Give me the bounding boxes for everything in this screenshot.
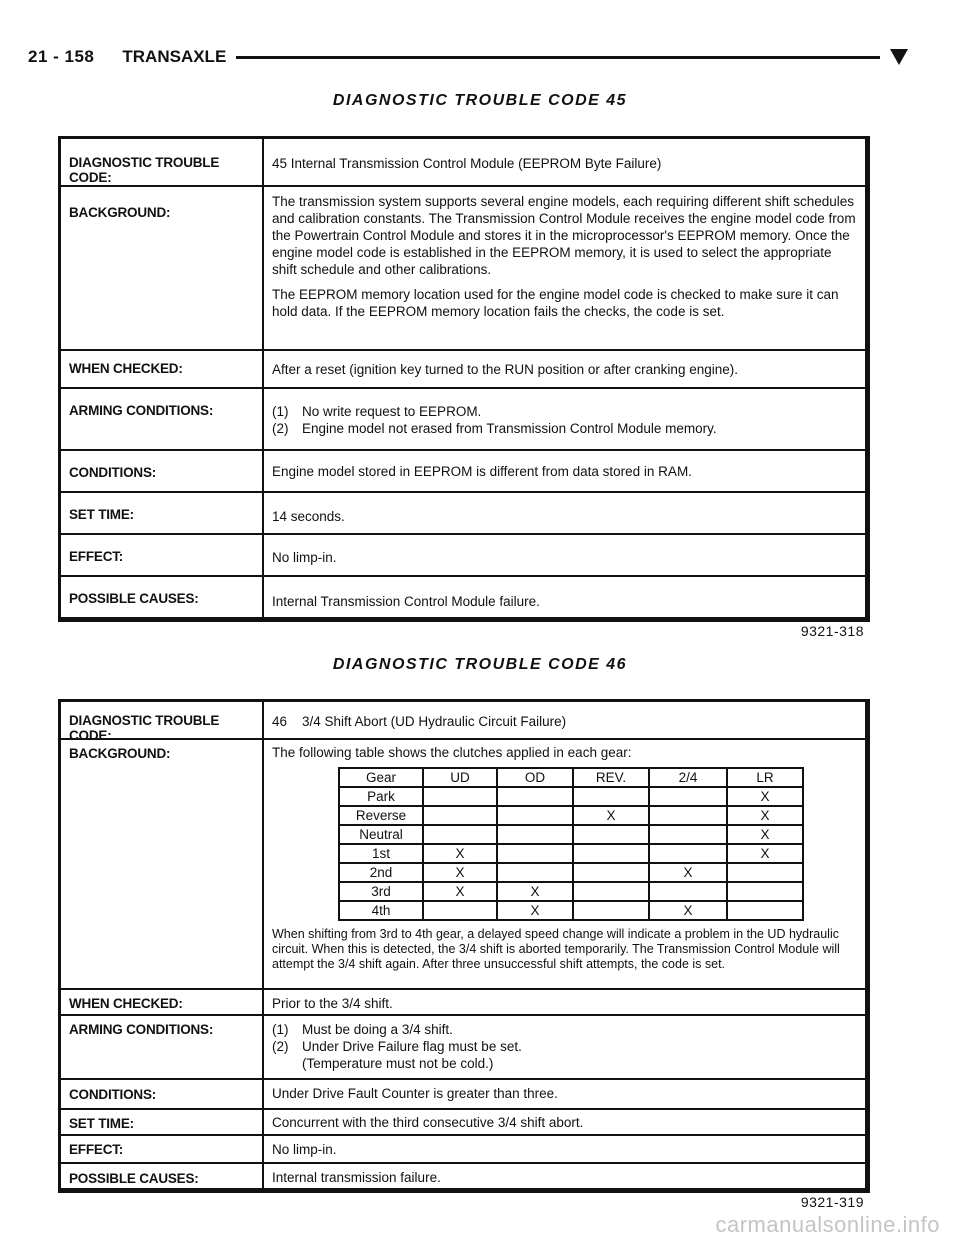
row-label: WHEN CHECKED: <box>61 990 264 1014</box>
clutch-column-header: UD <box>423 768 497 787</box>
clutch-cell <box>497 787 573 806</box>
table-row <box>339 863 803 882</box>
dtc46-row-set-time <box>61 1108 865 1134</box>
clutch-table-header <box>339 768 803 787</box>
clutch-column-header: REV. <box>573 768 649 787</box>
list-item: (1) Must be doing a 3/4 shift. <box>272 1022 453 1037</box>
row-label: ARMING CONDITIONS: <box>61 1016 264 1078</box>
clutch-cell <box>497 844 573 863</box>
header-rule <box>236 56 880 59</box>
clutch-column-header: LR <box>727 768 803 787</box>
clutch-column-header: OD <box>497 768 573 787</box>
clutch-cell: X <box>649 901 727 920</box>
figure-number: 9321-318 <box>800 623 864 639</box>
clutch-column-header: Gear <box>339 768 423 787</box>
clutch-cell: X <box>727 844 803 863</box>
clutch-cell: X <box>423 844 497 863</box>
row-label: BACKGROUND: <box>61 740 264 988</box>
page-header <box>28 42 908 72</box>
arming-note: (Temperature must not be cold.) <box>302 1056 494 1071</box>
clutch-cell <box>727 863 803 882</box>
row-label: ARMING CONDITIONS: <box>61 389 264 449</box>
clutch-cell: X <box>727 825 803 844</box>
clutch-cell <box>649 825 727 844</box>
dtc46-row-background <box>61 738 865 988</box>
dtc45-title: DIAGNOSTIC TROUBLE CODE 45 <box>332 92 628 109</box>
gear-cell: 1st <box>339 844 423 863</box>
clutch-cell: X <box>727 806 803 825</box>
clutch-cell: X <box>727 787 803 806</box>
dtc45-row-set-time <box>61 491 865 533</box>
figure-number: 9321-319 <box>800 1194 864 1210</box>
background-outro: When shifting from 3rd to 4th gear, a delayed speed change will indicate a problem in the UD hydraulic circuit. When this is detected, the 3/4 shift is aborted temporarily. The Transmission Control Module will attempt the 3/4 shift again. After three unsuccessful shift attempts, the code is set. <box>272 927 840 971</box>
clutch-cell: X <box>649 863 727 882</box>
clutch-cell <box>573 882 649 901</box>
dtc45-row-arming <box>61 387 865 449</box>
gear-cell: Park <box>339 787 423 806</box>
dtc45-row-when-checked <box>61 349 865 387</box>
row-value: No limp-in. <box>272 1142 337 1157</box>
row-value: After a reset (ignition key turned to the RUN position or after cranking engine). <box>272 362 738 377</box>
row-value: Engine model stored in EEPROM is different from data stored in RAM. <box>272 464 692 479</box>
row-label: POSSIBLE CAUSES: <box>61 1164 264 1188</box>
row-value: 14 seconds. <box>272 509 345 524</box>
clutch-cell <box>649 844 727 863</box>
table-row <box>339 825 803 844</box>
clutch-cell: X <box>423 863 497 882</box>
dtc45-row-code <box>61 139 865 185</box>
table-row <box>339 806 803 825</box>
row-label: BACKGROUND: <box>61 187 264 349</box>
gear-cell: Neutral <box>339 825 423 844</box>
down-triangle-icon <box>890 49 908 65</box>
row-label: DIAGNOSTIC TROUBLE CODE: <box>61 139 264 185</box>
table-row <box>339 844 803 863</box>
clutch-cell <box>423 806 497 825</box>
dtc45-row-background <box>61 185 865 349</box>
row-value: Under Drive Fault Counter is greater than three. <box>272 1086 558 1101</box>
clutch-cell <box>573 825 649 844</box>
page-number: 21 - 158 <box>28 47 95 66</box>
row-value: Internal transmission failure. <box>272 1170 441 1185</box>
dtc45-row-causes <box>61 575 865 617</box>
list-item: (1) No write request to EEPROM. <box>272 404 482 419</box>
clutch-cell <box>573 787 649 806</box>
row-value: Concurrent with the third consecutive 3/4 shift abort. <box>272 1115 584 1130</box>
clutch-cell: X <box>573 806 649 825</box>
clutch-cell <box>497 863 573 882</box>
row-label: SET TIME: <box>61 1110 264 1134</box>
gear-cell: 3rd <box>339 882 423 901</box>
clutch-cell <box>423 787 497 806</box>
clutch-cell <box>423 901 497 920</box>
background-intro: The following table shows the clutches applied in each gear: <box>272 745 632 760</box>
row-value: No limp-in. <box>272 550 337 565</box>
row-value: 45 Internal Transmission Control Module (EEPROM Byte Failure) <box>272 156 662 171</box>
list-item: (2) Engine model not erased from Transmission Control Module memory. <box>272 421 717 436</box>
table-row <box>339 901 803 920</box>
row-label: CONDITIONS: <box>61 451 264 491</box>
gear-cell: Reverse <box>339 806 423 825</box>
clutch-cell <box>497 825 573 844</box>
row-value: Prior to the 3/4 shift. <box>272 996 393 1011</box>
clutch-cell <box>423 825 497 844</box>
dtc45-table <box>58 136 870 622</box>
row-label: DIAGNOSTIC TROUBLE CODE: <box>61 702 264 738</box>
dtc46-row-conditions <box>61 1078 865 1108</box>
dtc46-row-when-checked <box>61 988 865 1014</box>
dtc46-row-causes <box>61 1162 865 1188</box>
row-label: WHEN CHECKED: <box>61 351 264 387</box>
background-paragraph: The EEPROM memory location used for the engine model code is checked to make sure it can hold data. If the EEPROM memory location fails the checks, the code is set. <box>272 287 839 319</box>
clutch-column-header: 2/4 <box>649 768 727 787</box>
clutch-cell: X <box>497 882 573 901</box>
background-paragraph: The transmission system supports several engine models, each requiring different shift schedules and calibration constants. The Transmission Control Module receives the engine model code from the Powertrain Control Module and stores it in the microprocessor's EEPROM memory. Once the engine model code is established in the EEPROM memory, it is used to select the appropriate shift schedule and other calibrations. <box>272 194 856 277</box>
dtc46-row-effect <box>61 1134 865 1162</box>
dtc46-table <box>58 699 870 1193</box>
row-value: 46 3/4 Shift Abort (UD Hydraulic Circuit Failure) <box>272 714 567 729</box>
row-label: EFFECT: <box>61 1136 264 1162</box>
table-row <box>339 882 803 901</box>
clutch-cell <box>649 787 727 806</box>
row-label: EFFECT: <box>61 535 264 575</box>
clutch-cell <box>727 882 803 901</box>
gear-cell: 2nd <box>339 863 423 882</box>
clutch-cell: X <box>497 901 573 920</box>
clutch-cell <box>573 844 649 863</box>
list-item: (2) Under Drive Failure flag must be set. <box>272 1039 522 1054</box>
dtc45-row-effect <box>61 533 865 575</box>
section-title: TRANSAXLE <box>122 47 227 66</box>
row-label: SET TIME: <box>61 493 264 533</box>
dtc46-title: DIAGNOSTIC TROUBLE CODE 46 <box>332 656 628 673</box>
clutch-cell <box>649 806 727 825</box>
clutch-cell <box>573 901 649 920</box>
watermark: carmanualsonline.info <box>715 1212 940 1237</box>
table-row <box>339 787 803 806</box>
row-value: Internal Transmission Control Module failure. <box>272 594 540 609</box>
clutch-cell <box>497 806 573 825</box>
dtc45-row-conditions <box>61 449 865 491</box>
dtc46-row-arming <box>61 1014 865 1078</box>
clutch-application-table <box>338 767 804 921</box>
clutch-cell <box>727 901 803 920</box>
clutch-cell <box>573 863 649 882</box>
row-label: CONDITIONS: <box>61 1080 264 1108</box>
row-label: POSSIBLE CAUSES: <box>61 577 264 617</box>
dtc46-row-code <box>61 702 865 743</box>
clutch-cell: X <box>423 882 497 901</box>
gear-cell: 4th <box>339 901 423 920</box>
clutch-cell <box>649 882 727 901</box>
